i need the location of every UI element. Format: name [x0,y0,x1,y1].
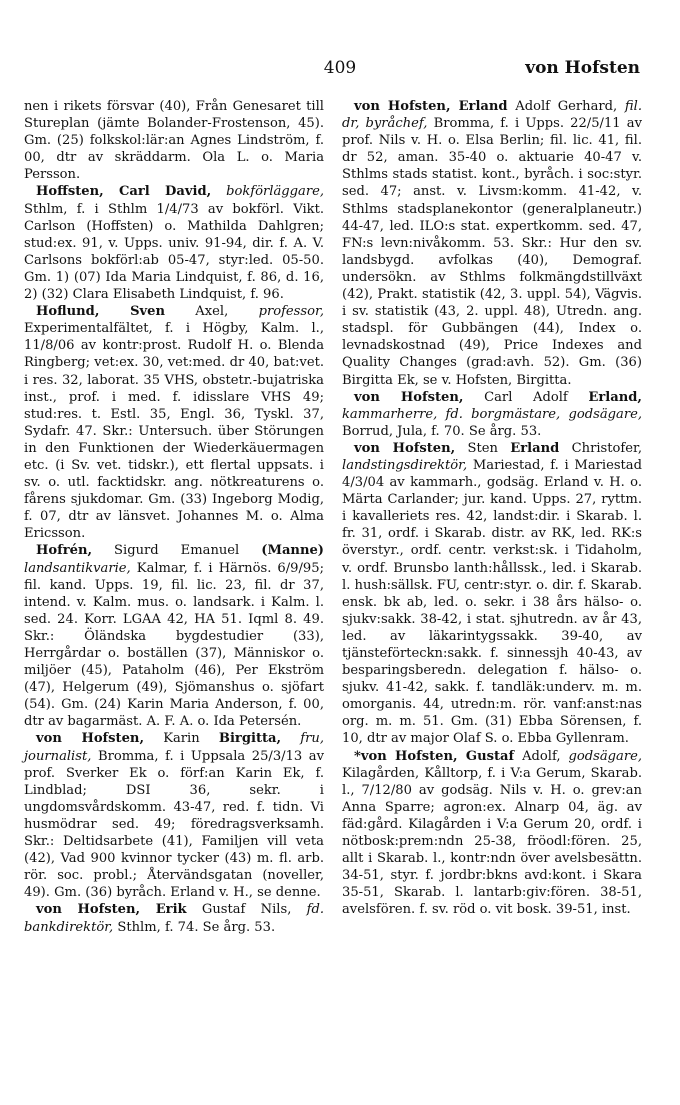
entry-text: Adolf Gerhard, [507,99,625,114]
entry-headword: von Hofsten, Erik [36,902,187,918]
entry-headword: *von Hofsten, Gustaf [354,748,515,764]
entry-text: Bromma, f. i Uppsala 25/3/13 av prof. Sverker Ek o. förf:an Karin Ek, f. Lindblad; DSI 36, sekr. i ungdomsvårdskomm. 43-47, red. f. tidn. Vi husmödrar sed. 49; föredragsverksamh. Skr.: Deltidsarbete (41), Familjen vill veta (42), Vad 900 kvinnor tycker (43) m. fl. arb. rör. soc. probl.; Återvändsgatan (noveller, 49). Gm. (36) byråch. Erland v. H., se denne. [24,748,324,901]
biography-entry [342,98,642,389]
entry-text: Gustaf Nils, [186,902,307,918]
entry-text: Sigurd Emanuel [92,543,262,559]
biography-entry [24,901,324,935]
entry-headword: Erland [510,440,560,456]
running-head: von Hofsten [525,58,640,78]
biography-entry [24,183,324,303]
entry-headword: Erland, [588,389,642,405]
biography-entry [24,98,324,183]
entry-headword: Hoflund, Sven [36,304,165,320]
entry-text: Borrud, Jula, f. 70. Se årg. 53. [342,423,542,439]
entry-headword: Hofrén, [36,543,93,559]
entry-headword: (Manne) [261,543,324,559]
entry-title: kammarherre, fd. borgmästare, godsägare, [342,406,642,422]
entry-text: Kilagården, Kålltorp, f. i V:a Gerum, Skarab. l., 7/12/80 av godsäg. Nils v. H. o. grev:an Anna Sparre; agron:ex. Alnarp 04, äg. av fäd:gård. Kilagården i V:a Gerum 20, ordf. i nötbosk:prem:ndn 25-38, fröodl:fören. 25, allt i Skarab. l., kontr:ndn över avelsbesättn. 34-51, styr. f. jordbr:bkns avd:kont. i Skara 35-51, Skarab. l. lantarb:giv:fören. 38-51, avelsfören. f. sv. röd o. vit bosk. 39-51, inst. [342,765,642,918]
entry-text: Mariestad, f. i Mariestad 4/3/04 av kammarh., godsäg. Erland v. H. o. Märta Carlander; jur. kand. Upps. 27, ryttm. i kavalleriets res. 42, landst:dir. i Skarab. l. fr. 31, ordf. i Skarab. distr. av RK, led. RK:s överstyr., ordf. centr. verkst:sk. i Tidaholm, v. ordf. Brunsbo lanth:hållssk., led. i Skarab. l. hush:sällsk. FU, centr:styr. o. dir. f. Skarab. ensk. bk ab, led. o. sekr. i 38 års hälso- o. sjukv:sakk. 38-42, i stat. sjhutredn. av år 43, led. av läkarintygssakk. 39-40, av tjänsteförteckn:sakk. f. sinnessjh 40-43, av besparingsberedn. delegation f. hälso- o. sjukv. 41-42, sakk. f. tandläk:underv. m. m. omorganis. 44, utredn:m. rör. vanf:anst:nas org. m. m. 51. Gm. (31) Ebba Sörensen, f. 10, dtr av major Olaf S. o. Ebba Gyllenram. [342,457,642,747]
entry-text [281,731,300,746]
right-column [342,98,642,919]
biography-entry [342,748,642,919]
entry-text: nen i rikets försvar (40), Från Genesaret till Stureplan (jämte Bolander-Frostenson, 45). Gm. (25) folkskol:lär:an Agnes Lindström, f. 00, dtr av skräddarm. Ola L. o. Maria Persson. [24,99,324,183]
entry-headword: von Hofsten, [36,731,145,747]
left-column [24,98,324,936]
page-number: 409 [323,58,357,78]
entry-title: fil. dr, byråchef, [342,99,642,132]
entry-title: bokförläggare, [226,184,324,200]
biography-entry [342,389,642,440]
biography-entry [24,730,324,901]
entry-text: Sten [455,440,511,456]
entry-text: Christofer, [559,440,642,456]
entry-text: Karin [144,731,219,747]
entry-headword: von Hofsten, [354,440,456,456]
entry-headword: von Hofsten, [354,389,464,405]
entry-text: Experimentalfältet, f. i Högby, Kalm. l., 11/8/06 av kontr:prost. Rudolf H. o. Blenda Ringberg; vet:ex. 30, vet:med. dr 40, bat:vet. i res. 32, laborat. 35 VHS, obstetr.-bujatriska inst., prof. i med. f. idisslare VHS 49; stud:res. t. Estl. 35, Engl. 36, Tyskl. 37, Sydafr. 47. Skr.: Untersuch. über Störungen in den Funktionen der Wiederkäuermagen etc. (i Sv. vet. tidskr.), ett flertal uppsats. i sv. o. utl. facktidskr. ang. nötkreaturens o. fårens sjukdomar. Gm. (33) Ingeborg Modig, f. 07, dtr av länsvet. Johannes M. o. Alma Ericsson. [24,321,324,542]
entry-text: Bromma, f. i Upps. 22/5/11 av prof. Nils v. H. o. Elsa Berlin; fil. lic. 41, fil. dr 52, aman. 35-40 o. aktuarie 40-47 v. Sthlms stads statist. kont., byråch. i soc:styr. sed. 47; anst. v. Livsm:komm. 41-42, v. Sthlms stadsplanekontor (generalplaneutr.) 44-47, led. ILO:s stat. expertkomm. sed. 47, FN:s levn:nivåkomm. 53. Skr.: Hur den sv. landsbygd. avfolkas (40), Demograf. undersökn. av Sthlms folkmängdstillväxt (42), Prakt. statistik (42, 3. uppl. 54), Vägvis. i sv. statistik (43, 2. uppl. 48), Utredn. ang. stadspl. för Gubbängen (44), Index o. levnadskostnad (49), Price Indexes and Quality Changes (grad:avh. 52). Gm. (36) Birgitta Ek, se v. Hofsten, Birgitta. [342,116,642,388]
entry-headword: Birgitta, [218,731,282,747]
entry-text: Carl Adolf [463,389,589,405]
entry-text [211,184,226,199]
entry-title: godsägare, [568,748,642,764]
biography-entry [342,440,642,748]
entry-title: landstingsdirektör, [342,457,468,473]
entry-title: fru, journalist, [24,731,324,764]
entry-text: Kalmar, f. i Härnös. 6/9/95; fil. kand. Upps. 19, fil. lic. 23, fil. dr 37, intend. v. Kalm. mus. o. landsark. i Kalm. l. sed. 24. Korr. LGAA 42, HA 51. Iqml 8. 49. Skr.: Öländska bygdestudier (33), Herrgårdar o. boställen (37), Människor o. miljöer (45), Pataholm (46), Per Ekström (47), Helgerum (49), Sjömanshus o. sjöfart (54). Gm. (24) Karin Maria Anderson, f. 00, dtr av bagarmäst. A. F. A. o. Ida Petersén. [24,560,324,730]
entry-headword: Hoffsten, Carl David, [36,184,212,200]
entry-title: professor, [258,304,324,320]
entry-text: Axel, [165,304,259,320]
entry-headword: von Hofsten, Erland [354,99,508,114]
entry-text: Adolf, [514,748,569,764]
biography-entry [24,542,324,730]
entry-title: fd. bankdirektör, [24,902,324,935]
biography-entry [24,303,324,542]
entry-text: Sthlm, f. i Sthlm 1/4/73 av bokförl. Vikt. Carlson (Hoffsten) o. Mathilda Dahlgren; stud:ex. 91, v. Upps. univ. 91-94, dir. f. A. V. Carlsons bokförl:ab 05-47, styr:led. 05-50. Gm. 1) (07) Ida Maria Lindquist, f. 86, d. 16, 2) (32) Clara Elisabeth Lindquist, f. 96. [24,201,324,303]
entry-text: Sthlm, f. 74. Se årg. 53. [113,919,276,935]
entry-title: landsantikvarie, [24,560,131,576]
